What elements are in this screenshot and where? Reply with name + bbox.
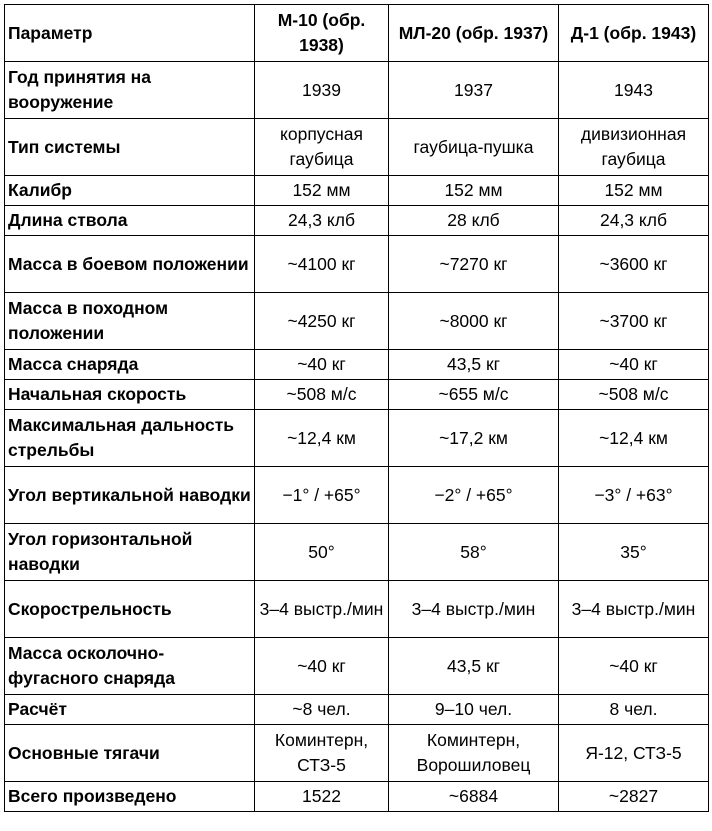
row-param: Скорострельность bbox=[5, 581, 255, 638]
table-row bbox=[5, 206, 709, 236]
row-param: Масса в боевом положении bbox=[5, 236, 255, 293]
cell-d1: ~40 кг bbox=[559, 638, 709, 695]
cell-d1: 8 чел. bbox=[559, 695, 709, 725]
cell-m10: 152 мм bbox=[255, 176, 389, 206]
cell-d1: 1943 bbox=[559, 62, 709, 119]
cell-ml20: ~6884 bbox=[389, 782, 559, 812]
cell-d1: ~3600 кг bbox=[559, 236, 709, 293]
cell-ml20: 3–4 выстр./мин bbox=[389, 581, 559, 638]
row-param: Угол горизонтальной наводки bbox=[5, 524, 255, 581]
header-col-ml20: МЛ-20 (обр. 1937) bbox=[389, 5, 559, 62]
specs-table bbox=[4, 4, 709, 812]
cell-ml20: −2° / +65° bbox=[389, 467, 559, 524]
cell-m10: ~508 м/с bbox=[255, 380, 389, 410]
row-param: Длина ствола bbox=[5, 206, 255, 236]
row-param: Угол вертикальной наводки bbox=[5, 467, 255, 524]
cell-ml20: гаубица-пушка bbox=[389, 119, 559, 176]
cell-d1: Я-12, СТЗ-5 bbox=[559, 725, 709, 782]
cell-ml20: ~655 м/с bbox=[389, 380, 559, 410]
table-row bbox=[5, 695, 709, 725]
table-row bbox=[5, 581, 709, 638]
cell-m10: ~8 чел. bbox=[255, 695, 389, 725]
cell-m10: ~12,4 км bbox=[255, 410, 389, 467]
cell-d1: 152 мм bbox=[559, 176, 709, 206]
table-row bbox=[5, 236, 709, 293]
cell-d1: ~2827 bbox=[559, 782, 709, 812]
cell-d1: 3–4 выстр./мин bbox=[559, 581, 709, 638]
cell-m10: 24,3 клб bbox=[255, 206, 389, 236]
cell-ml20: ~7270 кг bbox=[389, 236, 559, 293]
table-row bbox=[5, 293, 709, 350]
table-row bbox=[5, 62, 709, 119]
cell-d1: дивизионная гаубица bbox=[559, 119, 709, 176]
cell-ml20: 58° bbox=[389, 524, 559, 581]
table-row bbox=[5, 350, 709, 380]
row-param: Масса в походном положении bbox=[5, 293, 255, 350]
cell-m10: ~4250 кг bbox=[255, 293, 389, 350]
cell-m10: 3–4 выстр./мин bbox=[255, 581, 389, 638]
cell-ml20: 152 мм bbox=[389, 176, 559, 206]
row-param: Калибр bbox=[5, 176, 255, 206]
cell-d1: −3° / +63° bbox=[559, 467, 709, 524]
cell-m10: Коминтерн, СТЗ-5 bbox=[255, 725, 389, 782]
cell-ml20: 28 клб bbox=[389, 206, 559, 236]
cell-d1: ~3700 кг bbox=[559, 293, 709, 350]
table-container bbox=[4, 4, 709, 812]
row-param: Начальная скорость bbox=[5, 380, 255, 410]
row-param: Масса осколочно-фугасного снаряда bbox=[5, 638, 255, 695]
cell-m10: −1° / +65° bbox=[255, 467, 389, 524]
table-row bbox=[5, 638, 709, 695]
header-param: Параметр bbox=[5, 5, 255, 62]
row-param: Тип системы bbox=[5, 119, 255, 176]
cell-m10: ~40 кг bbox=[255, 350, 389, 380]
row-param: Максимальная дальность стрельбы bbox=[5, 410, 255, 467]
table-row bbox=[5, 524, 709, 581]
row-param: Расчёт bbox=[5, 695, 255, 725]
header-col-d1: Д-1 (обр. 1943) bbox=[559, 5, 709, 62]
cell-ml20: 9–10 чел. bbox=[389, 695, 559, 725]
table-row bbox=[5, 410, 709, 467]
cell-m10: ~40 кг bbox=[255, 638, 389, 695]
cell-ml20: Коминтерн, Ворошиловец bbox=[389, 725, 559, 782]
cell-m10: 1522 bbox=[255, 782, 389, 812]
cell-d1: 24,3 клб bbox=[559, 206, 709, 236]
cell-ml20: ~8000 кг bbox=[389, 293, 559, 350]
table-row bbox=[5, 467, 709, 524]
cell-d1: 35° bbox=[559, 524, 709, 581]
table-row bbox=[5, 725, 709, 782]
cell-m10: ~4100 кг bbox=[255, 236, 389, 293]
cell-m10: 50° bbox=[255, 524, 389, 581]
row-param: Год принятия на вооружение bbox=[5, 62, 255, 119]
table-row bbox=[5, 782, 709, 812]
header-row bbox=[5, 5, 709, 62]
cell-ml20: 1937 bbox=[389, 62, 559, 119]
cell-m10: корпусная гаубица bbox=[255, 119, 389, 176]
cell-ml20: 43,5 кг bbox=[389, 638, 559, 695]
cell-d1: ~40 кг bbox=[559, 350, 709, 380]
cell-ml20: 43,5 кг bbox=[389, 350, 559, 380]
cell-d1: ~508 м/с bbox=[559, 380, 709, 410]
row-param: Основные тягачи bbox=[5, 725, 255, 782]
cell-m10: 1939 bbox=[255, 62, 389, 119]
row-param: Масса снаряда bbox=[5, 350, 255, 380]
header-col-m10: М-10 (обр. 1938) bbox=[255, 5, 389, 62]
cell-ml20: ~17,2 км bbox=[389, 410, 559, 467]
table-row bbox=[5, 380, 709, 410]
row-param: Всего произведено bbox=[5, 782, 255, 812]
cell-d1: ~12,4 км bbox=[559, 410, 709, 467]
table-row bbox=[5, 176, 709, 206]
table-row bbox=[5, 119, 709, 176]
